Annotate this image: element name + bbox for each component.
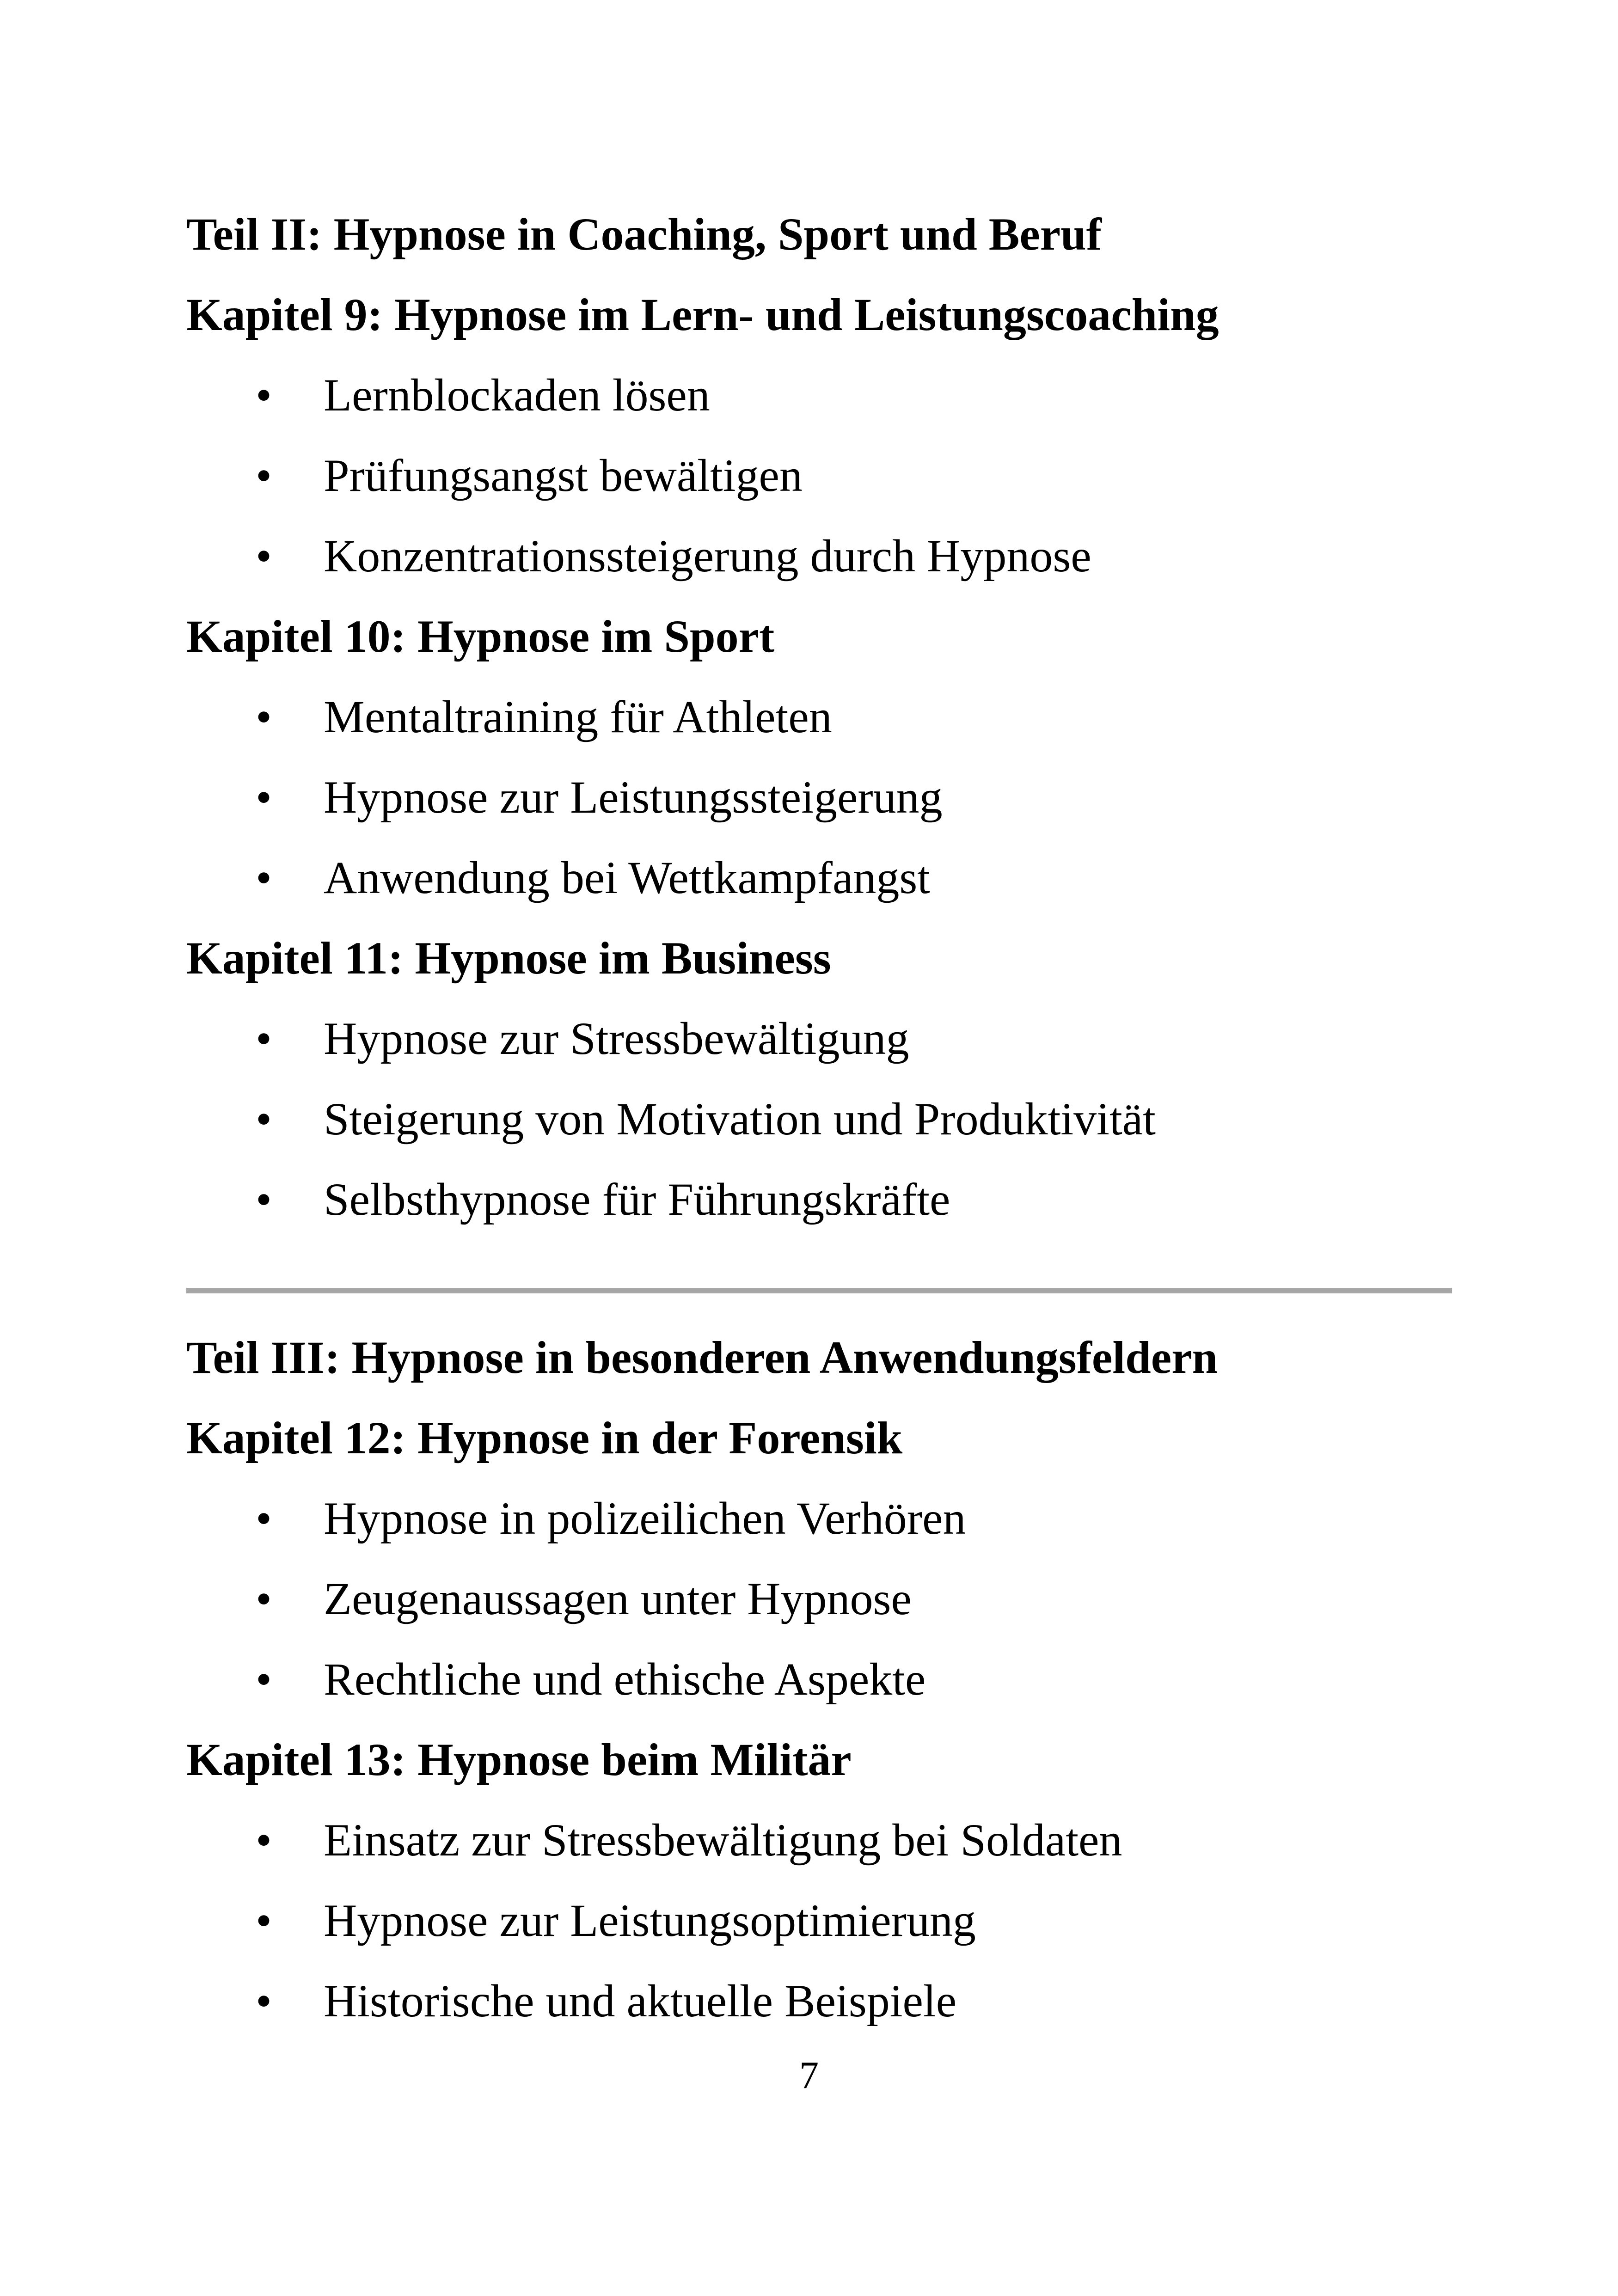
list-item-label: Zeugenaussagen unter Hypnose	[324, 1573, 912, 1624]
bullet-icon: •	[256, 1814, 272, 1866]
chapter-title: Kapitel 13: Hypnose beim Militär	[186, 1734, 852, 1785]
bullet-icon: •	[256, 450, 272, 501]
list-item	[186, 355, 1462, 435]
list-item-label: Rechtliche und ethische Aspekte	[324, 1653, 926, 1705]
list-item	[186, 677, 1462, 757]
bullet-icon: •	[256, 1093, 272, 1145]
list-item	[186, 435, 1462, 516]
list-item-label: Selbsthypnose für Führungskräfte	[324, 1174, 950, 1225]
bullet-icon: •	[256, 1493, 272, 1544]
list-item-label: Hypnose zur Leistungsoptimierung	[324, 1895, 976, 1946]
bullet-icon: •	[256, 530, 272, 582]
list-item-label: Einsatz zur Stressbewältigung bei Soldaten	[324, 1814, 1122, 1866]
list-item	[186, 1880, 1462, 1961]
list-item	[186, 1079, 1462, 1159]
list-item-label: Steigerung von Motivation und Produktivität	[324, 1093, 1156, 1145]
list-item	[186, 998, 1462, 1079]
list-item-label: Konzentrationssteigerung durch Hypnose	[324, 530, 1091, 582]
bullet-icon: •	[256, 369, 272, 421]
bullet-icon: •	[256, 1895, 272, 1946]
list-item	[186, 1478, 1462, 1559]
list-item	[186, 757, 1462, 838]
part-section-2	[186, 194, 1462, 1240]
list-item	[186, 1800, 1462, 1880]
list-item	[186, 1961, 1462, 2041]
bullet-icon: •	[256, 1174, 272, 1225]
bullet-icon: •	[256, 1573, 272, 1624]
bullet-icon: •	[256, 691, 272, 742]
list-item-label: Lernblockaden lösen	[324, 369, 710, 421]
part-section-3	[186, 1317, 1462, 2041]
chapter-title: Kapitel 10: Hypnose im Sport	[186, 611, 775, 662]
list-item	[186, 1639, 1462, 1720]
list-item	[186, 516, 1462, 596]
bullet-icon: •	[256, 771, 272, 823]
chapter-title: Kapitel 12: Hypnose in der Forensik	[186, 1412, 903, 1463]
list-item-label: Hypnose zur Leistungssteigerung	[324, 771, 943, 823]
list-item	[186, 838, 1462, 918]
list-item-label: Anwendung bei Wettkampfangst	[324, 852, 931, 903]
bullet-icon: •	[256, 1013, 272, 1064]
list-item-label: Prüfungsangst bewältigen	[324, 450, 803, 501]
chapter-title: Kapitel 9: Hypnose im Lern- und Leistungscoaching	[186, 289, 1219, 340]
chapter-title: Kapitel 11: Hypnose im Business	[186, 932, 831, 984]
part-title: Teil II: Hypnose in Coaching, Sport und Beruf	[186, 208, 1102, 260]
page-number: 7	[799, 2054, 819, 2097]
list-item-label: Historische und aktuelle Beispiele	[324, 1975, 957, 2027]
bullet-icon: •	[256, 1975, 272, 2027]
list-item-label: Mentaltraining für Athleten	[324, 691, 832, 742]
bullet-icon: •	[256, 852, 272, 903]
bullet-icon: •	[256, 1653, 272, 1705]
section-divider	[186, 1288, 1452, 1293]
list-item	[186, 1559, 1462, 1639]
part-title: Teil III: Hypnose in besonderen Anwendungsfeldern	[186, 1332, 1218, 1383]
list-item	[186, 1159, 1462, 1240]
list-item-label: Hypnose zur Stressbewältigung	[324, 1013, 909, 1064]
list-item-label: Hypnose in polizeilichen Verhören	[324, 1493, 966, 1544]
